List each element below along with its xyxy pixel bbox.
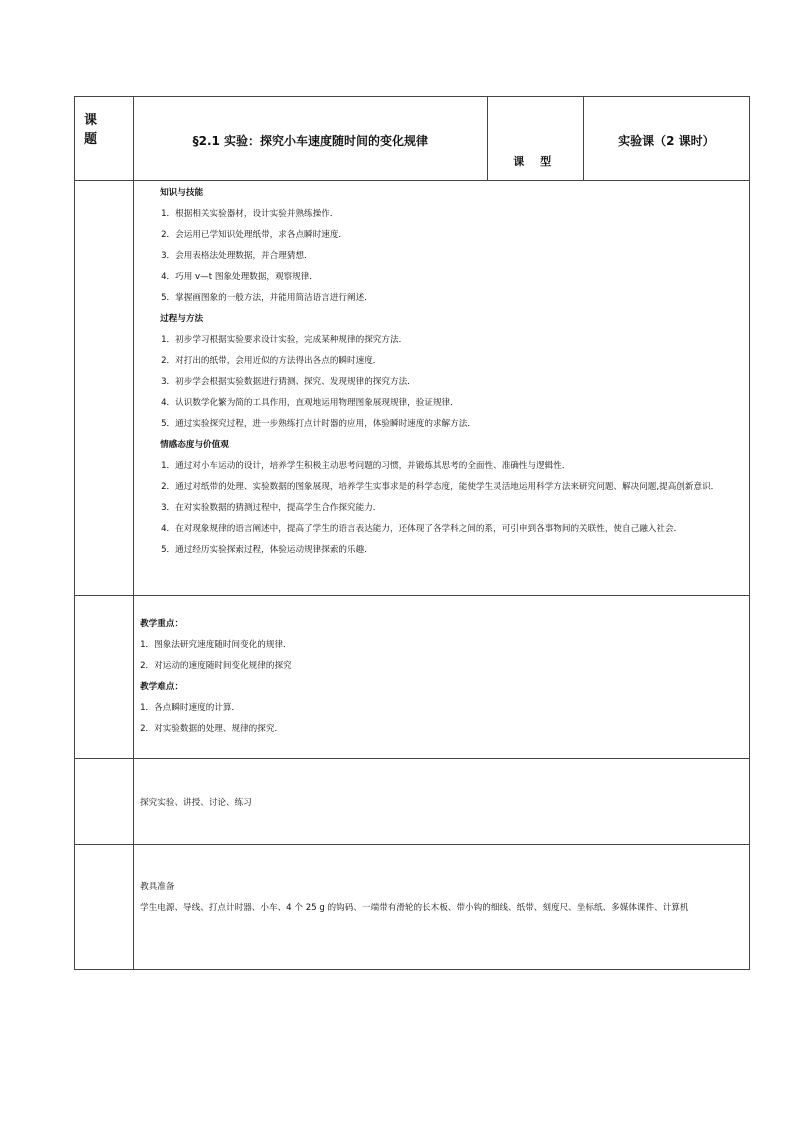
emotion-item: 4．在对现象规律的语言阐述中，提高了学生的语言表达能力，还体现了各学科之间的系，可引申到各事物间的关联性，使自己融入社会． [161, 524, 683, 534]
methods-cell [134, 759, 750, 845]
header-row [75, 97, 750, 181]
type-label: 课 型 [513, 155, 558, 168]
preparation-text: 学生电源、导线、打点计时器、小车、4 个 25 g 的钩码、一端带有滑轮的长木板、带小钩的细线、纸带、刻度尺、坐标纸、多媒体课件、计算机 [140, 903, 689, 913]
preparation-label-cell [75, 845, 134, 970]
process-item: 2．对打出的纸带，会用近似的方法得出各点的瞬时速度． [161, 356, 382, 366]
knowledge-item: 1．根据相关实验器材，设计实验并熟练操作． [161, 209, 339, 219]
knowledge-item: 2．会运用已学知识处理纸带，求各点瞬时速度． [161, 230, 348, 240]
focus-title: 教学重点： [140, 619, 184, 629]
difficulty-item: 1．各点瞬时速度的计算． [140, 703, 241, 713]
focus-item: 2．对运动的速度随时间变化规律的探究 [140, 661, 292, 671]
process-item: 4．认识数学化繁为简的工具作用，直观地运用物理图象展现规律，验证规律． [161, 398, 459, 408]
type-value: 实验课（2 课时） [618, 134, 715, 148]
preparation-title: 教具准备 [140, 882, 175, 892]
emotion-item: 5．通过经历实验探索过程，体验运动规律探索的乐趣． [161, 545, 373, 555]
objectives-row [75, 181, 750, 596]
process-item: 1．初步学习根据实验要求设计实验，完成某种规律的探究方法． [161, 335, 408, 345]
key-points-label-cell [75, 596, 134, 759]
difficulty-title: 教学难点： [140, 682, 184, 692]
focus-item: 1．图象法研究速度随时间变化的规律． [140, 640, 292, 650]
lesson-title: §2.1 实验：探究小车速度随时间的变化规律 [192, 134, 429, 148]
preparation-cell [134, 845, 750, 970]
methods-text: 探究实验、讲授、讨论、练习 [140, 798, 252, 808]
process-item: 5．通过实验探究过程，进一步熟练打点计时器的应用，体验瞬时速度的求解方法． [161, 419, 476, 429]
process-item: 3．初步学会根据实验数据进行猜测、探究、发现规律的探究方法． [161, 377, 416, 387]
preparation-row [75, 845, 750, 970]
methods-row [75, 759, 750, 845]
subject-label-cell [75, 97, 134, 181]
knowledge-item: 3．会用表格法处理数据，并合理猜想． [161, 251, 313, 261]
knowledge-item: 4．巧用 v—t 图象处理数据，观察规律． [161, 272, 318, 282]
subject-label: 课 题 [84, 113, 106, 147]
emotion-item: 3．在对实验数据的猜测过程中，提高学生合作探究能力． [161, 503, 382, 513]
difficulty-item: 2．对实验数据的处理、规律的探究． [140, 724, 284, 734]
knowledge-title: 知识与技能 [160, 188, 204, 198]
key-points-row [75, 596, 750, 759]
emotion-item: 2．通过对纸带的处理、实验数据的图象展现，培养学生实事求是的科学态度，能使学生灵活地运用科学方法来研究问题、解决问题,提高创新意识． [161, 482, 720, 492]
methods-label-cell [75, 759, 134, 845]
process-title: 过程与方法 [160, 314, 204, 324]
type-value-cell [583, 97, 749, 181]
title-cell [134, 97, 488, 181]
lesson-plan-table [74, 96, 750, 970]
emotion-item: 1．通过对小车运动的设计，培养学生积极主动思考问题的习惯，并锻炼其思考的全面性、准确性与逻辑性． [161, 461, 571, 471]
key-points-cell [134, 596, 750, 759]
objectives-label-cell [75, 181, 134, 596]
emotion-title: 情感态度与价值观 [160, 440, 229, 450]
objectives-cell [134, 181, 750, 596]
type-label-cell [487, 97, 583, 181]
knowledge-item: 5．掌握画图象的一般方法，并能用简洁语言进行阐述． [161, 293, 373, 303]
